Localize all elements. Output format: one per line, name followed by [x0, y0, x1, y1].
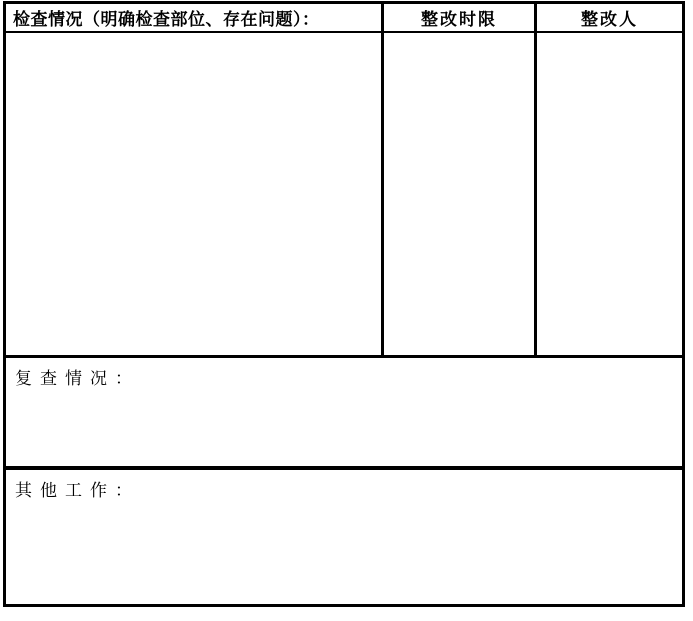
inspection-entry-area[interactable] [6, 33, 381, 355]
inspection-header-label: 检查情况（明确检查部位、存在问题）： [13, 10, 320, 29]
person-column [537, 4, 682, 355]
deadline-header-cell [384, 4, 534, 33]
other-label: 其他工作： [15, 481, 140, 500]
person-header-cell [537, 4, 682, 33]
inspection-form-table [3, 1, 685, 607]
person-header-label: 整改人 [581, 10, 638, 29]
person-entry-area[interactable] [537, 33, 682, 355]
other-entry-area[interactable] [6, 501, 682, 604]
inspection-section [6, 4, 682, 358]
deadline-column [384, 4, 537, 355]
review-label: 复查情况： [15, 369, 140, 388]
inspection-column [6, 4, 384, 355]
other-section [6, 470, 682, 604]
deadline-header-label: 整改时限 [421, 10, 497, 29]
inspection-header-cell [6, 4, 381, 33]
review-entry-area[interactable] [6, 389, 682, 466]
review-section [6, 358, 682, 470]
deadline-entry-area[interactable] [384, 33, 534, 355]
